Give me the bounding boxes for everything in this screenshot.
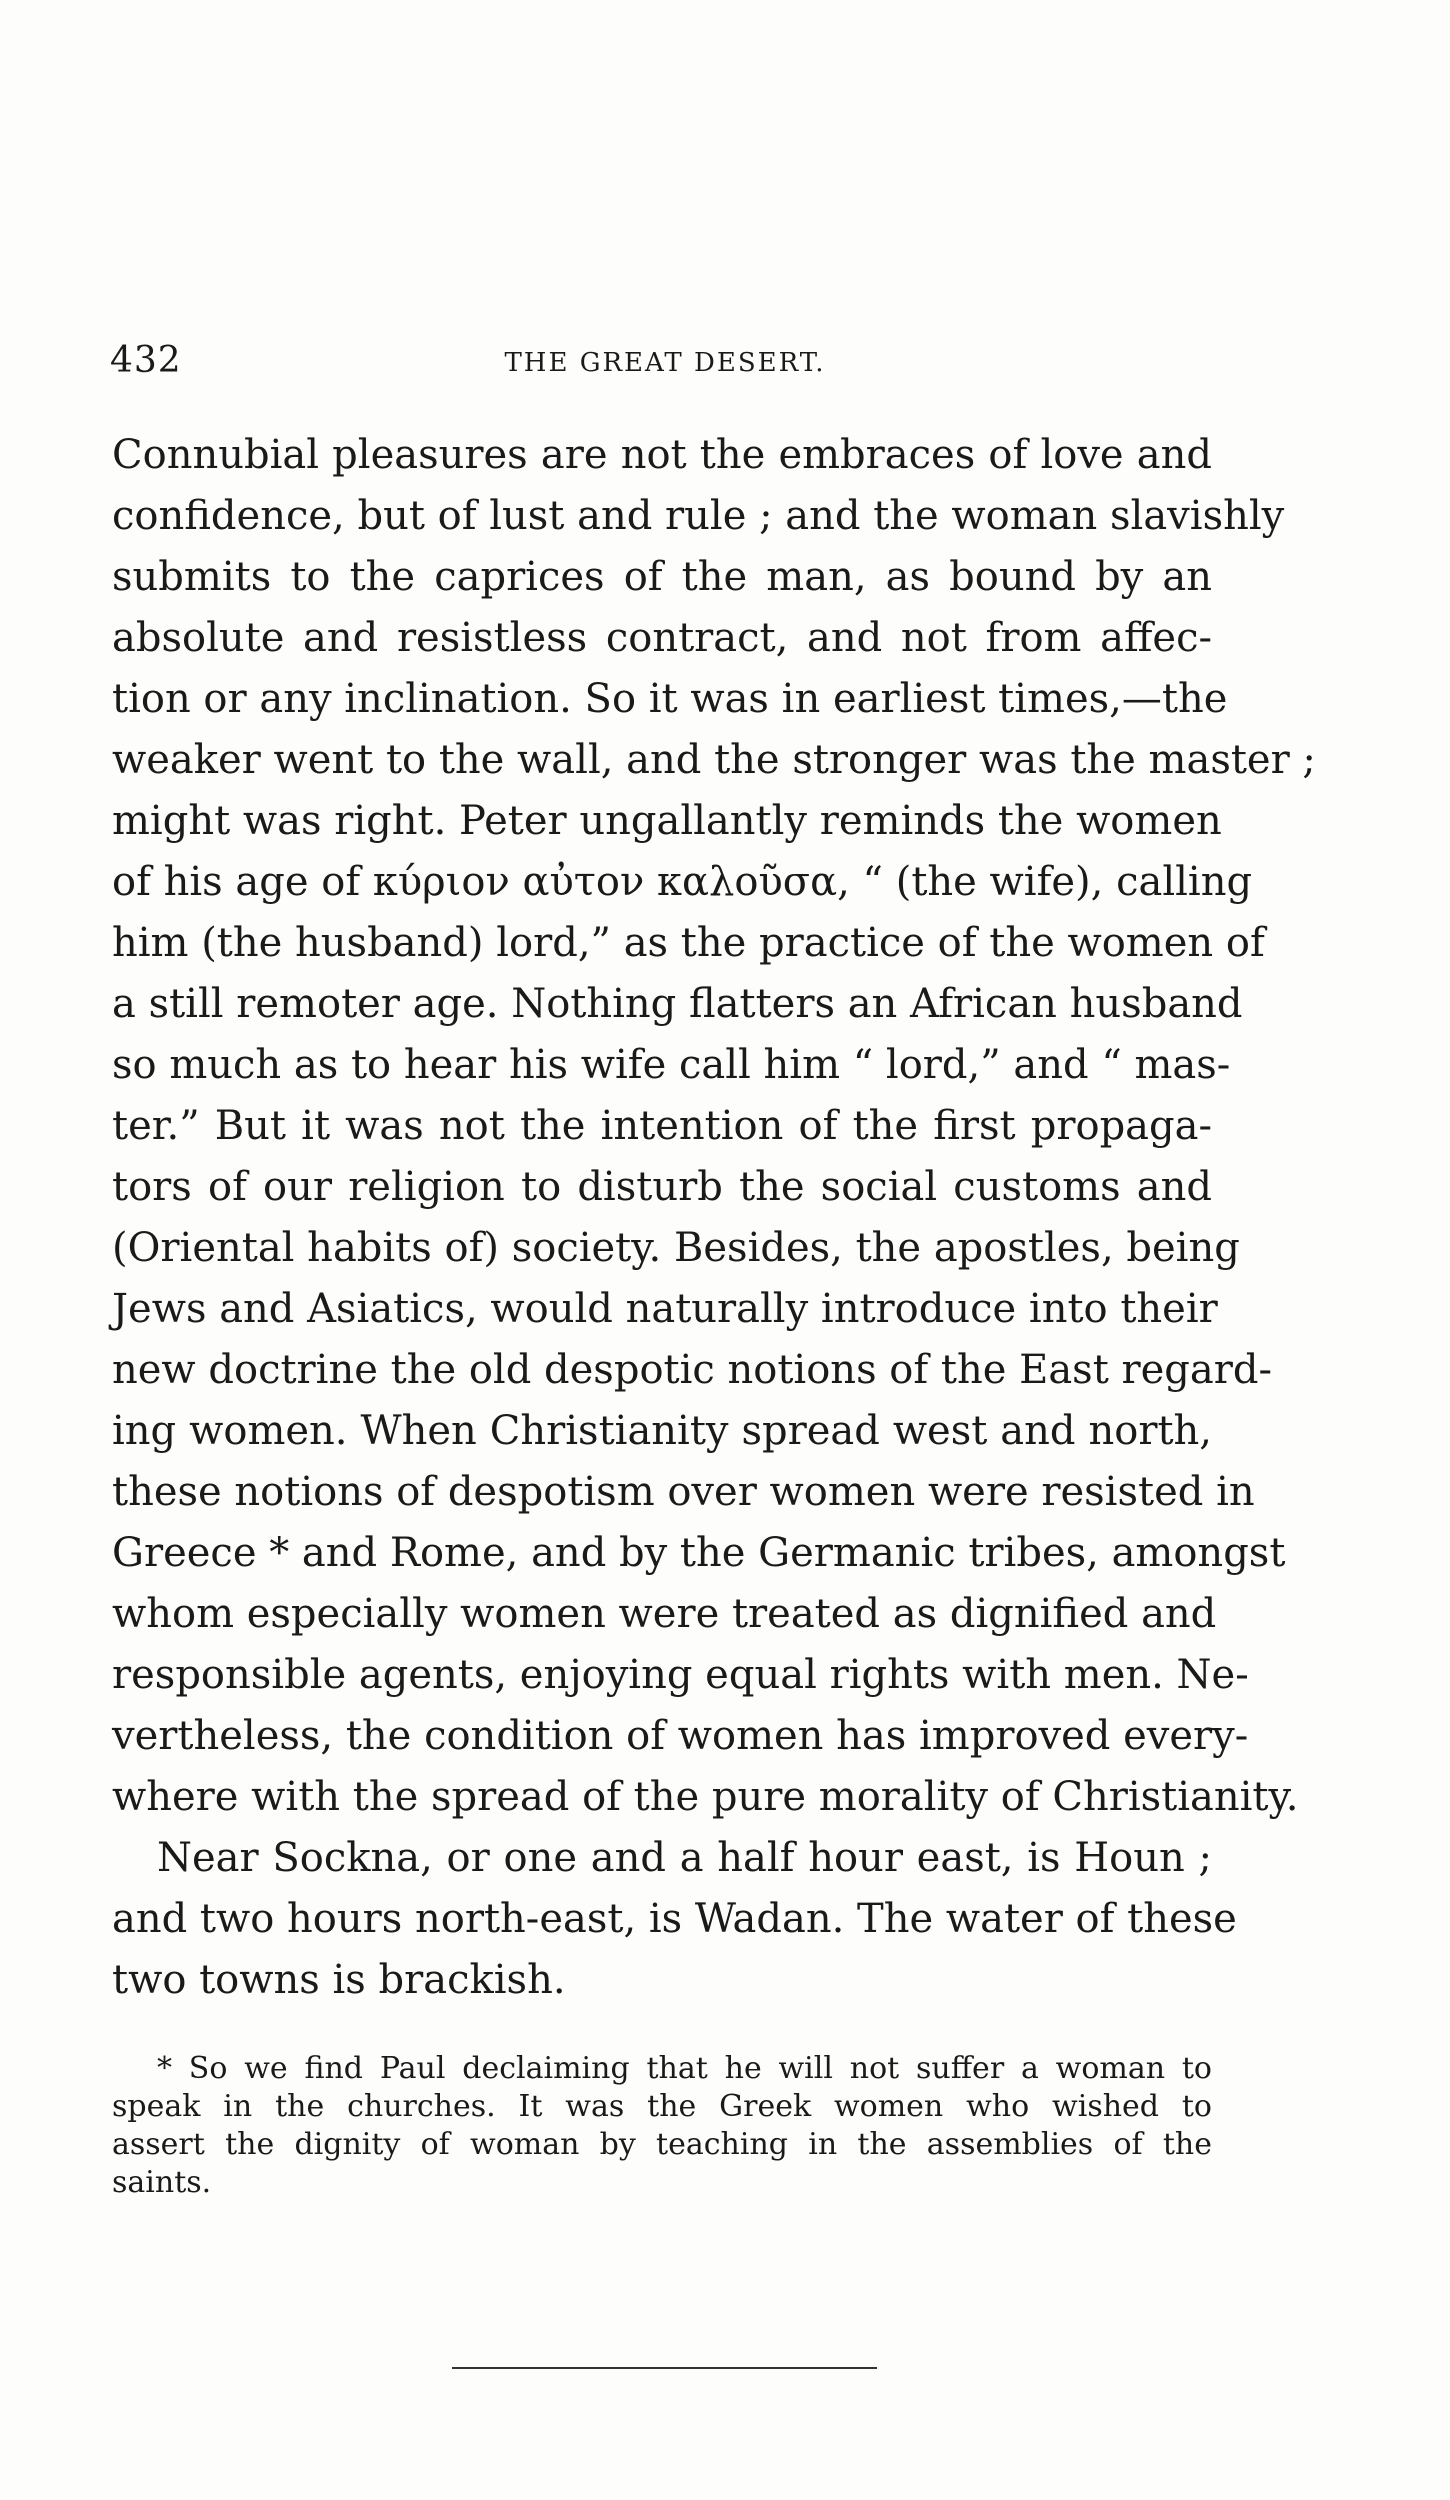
text-line: so much as to hear his wife call him “ lord,” and “ mas- [112, 1042, 1231, 1088]
text-line: Near Sockna, or one and a half hour east, is Houn ; [157, 1835, 1212, 1881]
text-line: responsible agents, enjoying equal rights with men. Ne- [112, 1652, 1249, 1698]
text-line: submits to the caprices of the man, as bound by an [112, 554, 1212, 600]
text-line: new doctrine the old despotic notions of the East regard- [112, 1347, 1272, 1393]
text-line: tors of our religion to disturb the social customs and [112, 1164, 1212, 1210]
footnote [112, 2050, 1212, 2202]
text-line: confidence, but of lust and rule ; and the woman slavishly [112, 493, 1285, 539]
running-title: THE GREAT DESERT. [504, 348, 826, 378]
text-line: where with the spread of the pure morality of Christianity. [112, 1774, 1299, 1820]
footnote-line: assert the dignity of woman by teaching in the assemblies of the [112, 2127, 1212, 2162]
text-line: absolute and resistless contract, and not from affec- [112, 615, 1212, 661]
text-line: vertheless, the condition of women has improved every- [112, 1713, 1249, 1759]
end-rule [452, 2367, 877, 2369]
text-line: two towns is brackish. [112, 1957, 566, 2003]
text-line: tion or any inclination. So it was in earliest times,—the [112, 676, 1228, 722]
text-line: ter.” But it was not the intention of the first propaga- [112, 1103, 1212, 1149]
footnote-line: * So we find Paul declaiming that he will not suffer a woman to [157, 2051, 1212, 2086]
text-line: ing women. When Christianity spread west and north, [112, 1408, 1212, 1454]
text-line: Jews and Asiatics, would naturally introduce into their [112, 1286, 1218, 1332]
text-line: weaker went to the wall, and the stronger was the master ; [112, 737, 1316, 783]
text-line: whom especially women were treated as dignified and [112, 1591, 1217, 1637]
text-line: (Oriental habits of) society. Besides, the apostles, being [112, 1225, 1240, 1271]
footnote-line: saints. [112, 2165, 212, 2200]
text-line: and two hours north-east, is Wadan. The water of these [112, 1896, 1237, 1942]
text-line: these notions of despotism over women were resisted in [112, 1469, 1255, 1515]
text-line: him (the husband) lord,” as the practice of the women of [112, 920, 1265, 966]
text-line: a still remoter age. Nothing flatters an African husband [112, 981, 1243, 1027]
main-text [112, 425, 1316, 2011]
page-header [110, 340, 1220, 390]
text-line: Connubial pleasures are not the embraces of love and [112, 432, 1212, 478]
text-line: of his age of κύριον αὐτον καλοῦσα, “ (the wife), calling [112, 859, 1253, 905]
text-line: Greece * and Rome, and by the Germanic tribes, amongst [112, 1530, 1286, 1576]
footnote-line: speak in the churches. It was the Greek women who wished to [112, 2089, 1212, 2124]
text-line: might was right. Peter ungallantly reminds the women [112, 798, 1222, 844]
page-number: 432 [110, 340, 182, 381]
